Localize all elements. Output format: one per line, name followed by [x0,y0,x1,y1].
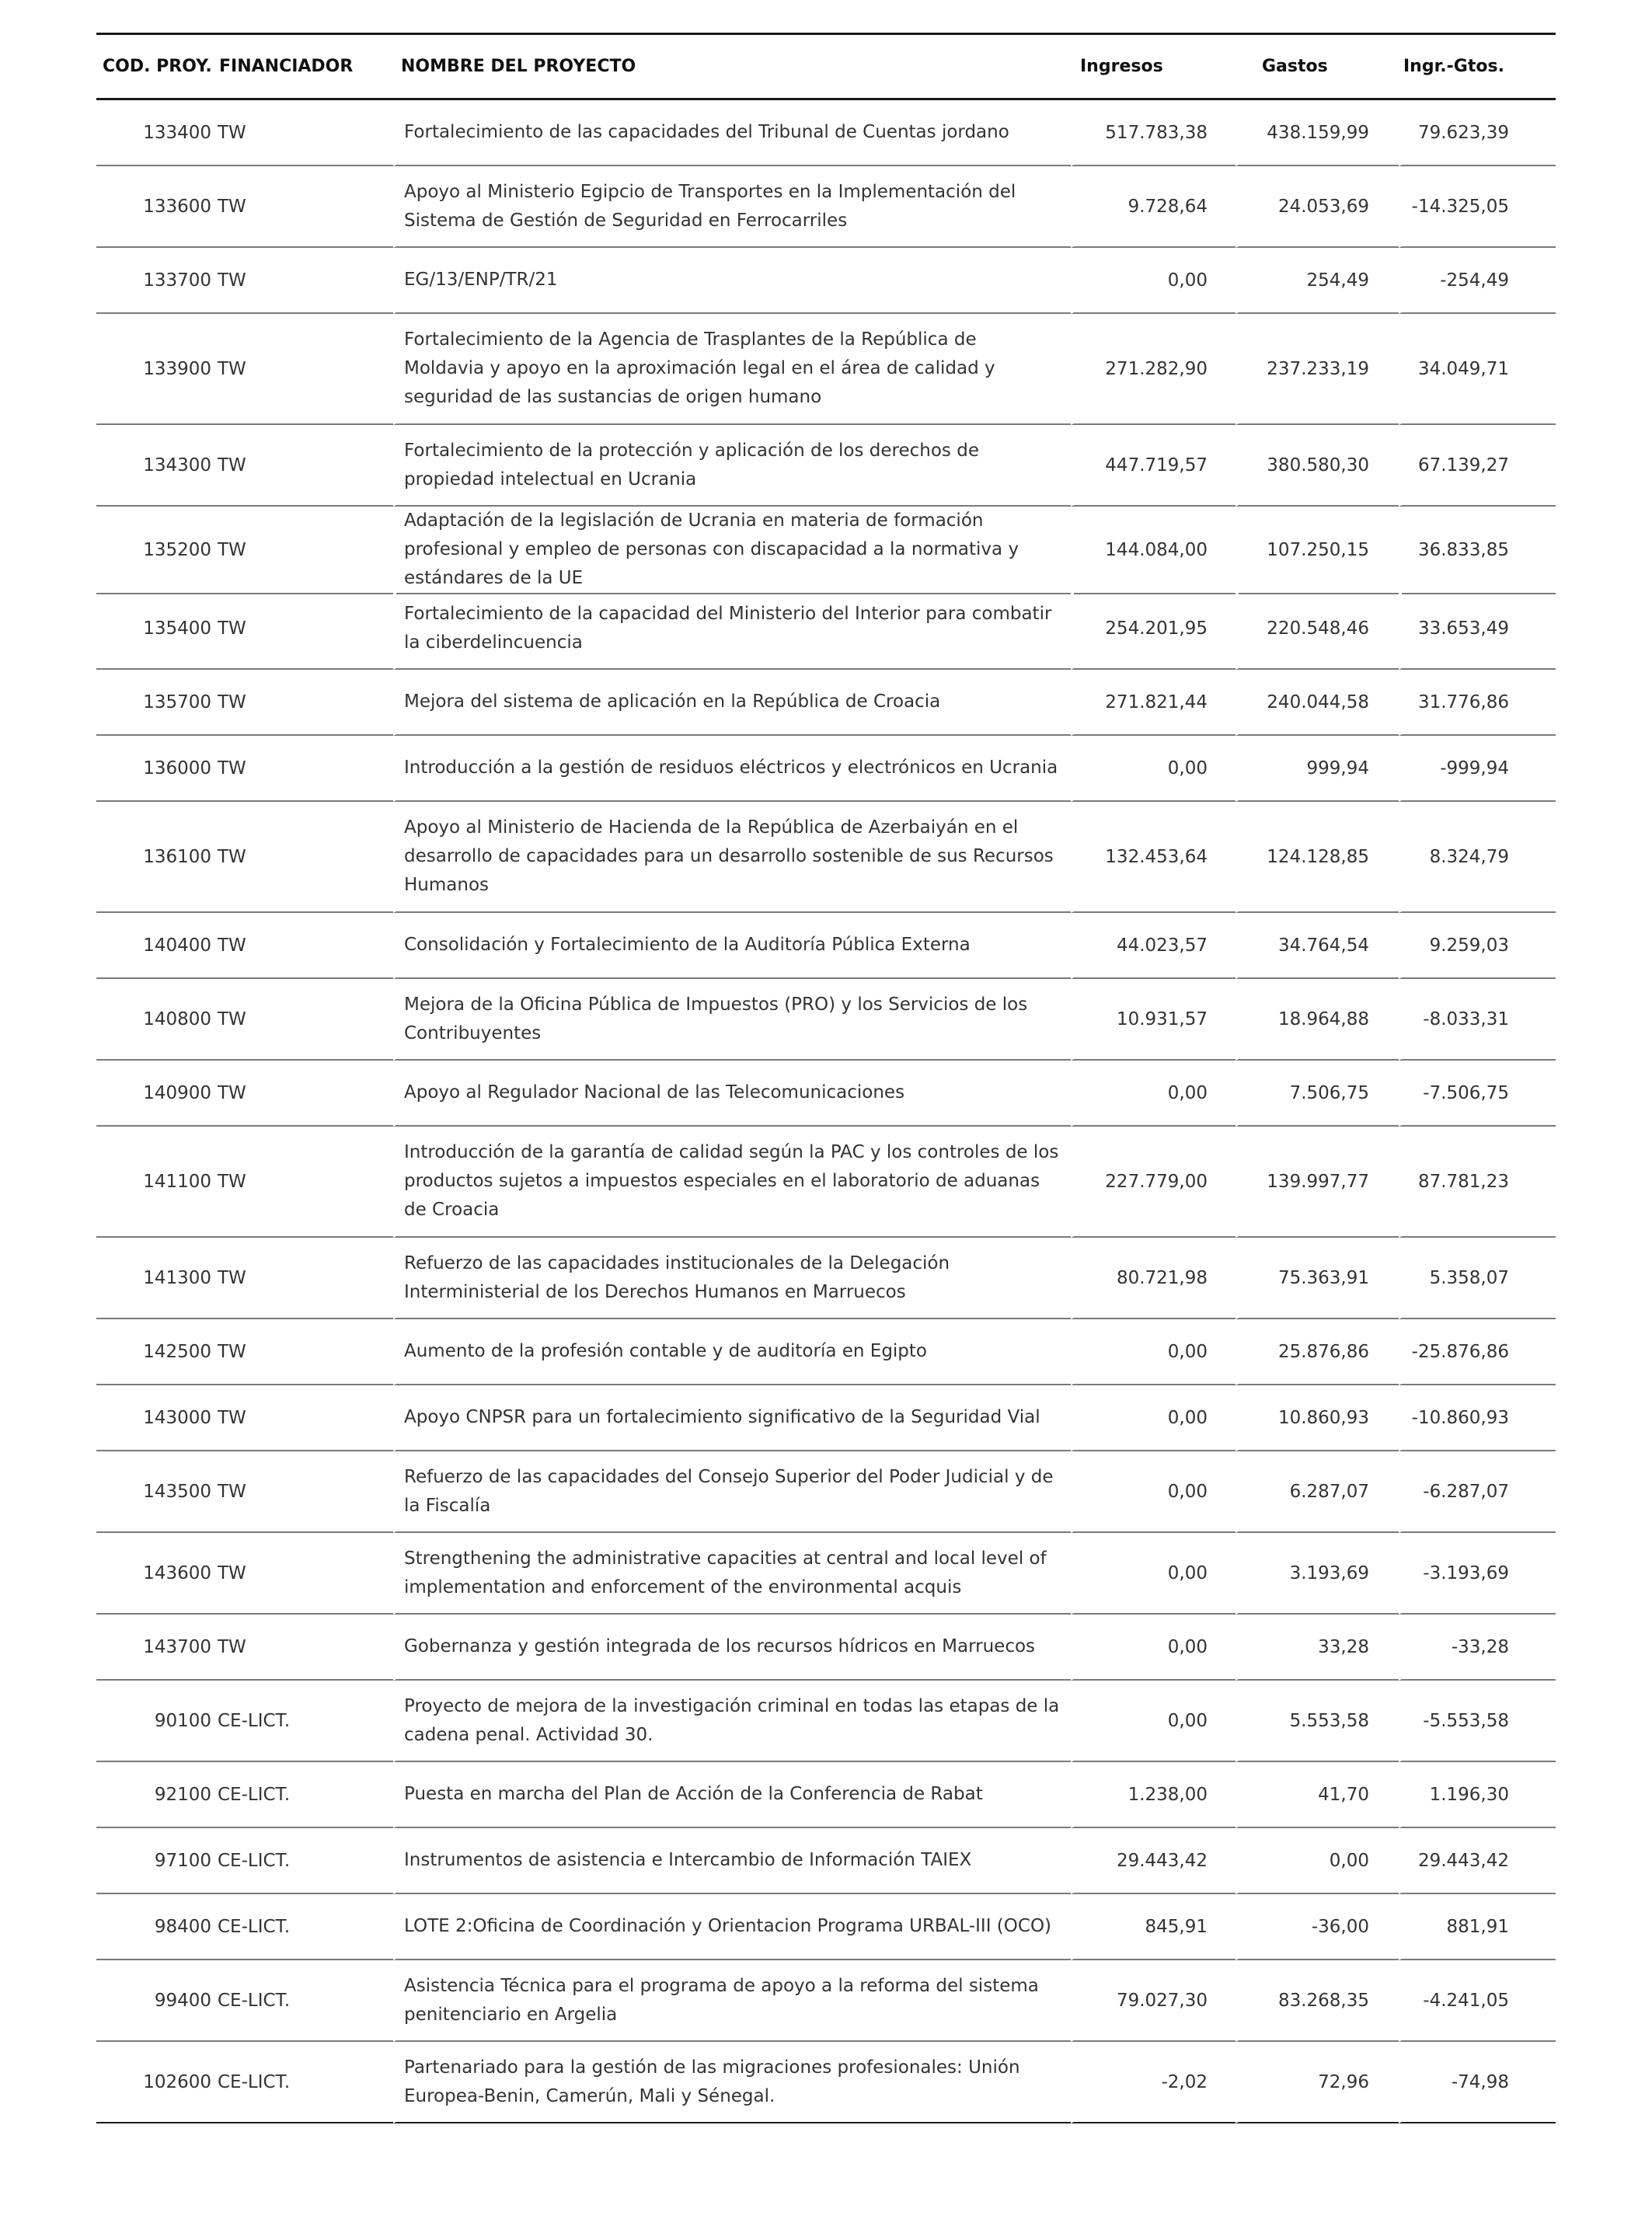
expenses-value: 254,49 [1236,248,1399,314]
project-name: EG/13/ENP/TR/21 [393,248,1071,314]
project-name: Fortalecimiento de la capacidad del Ministerio del Interior para combatir la ciberdelincuencia [393,588,1071,670]
balance-value: 36.833,85 [1399,507,1556,594]
table-row [96,425,1556,507]
income-value: 0,00 [1071,1681,1236,1762]
table-header [96,35,1556,100]
expenses-value: 124.128,85 [1236,802,1399,913]
expenses-value: 33,28 [1236,1615,1399,1681]
income-value: -2,02 [1071,2042,1236,2123]
project-code: 140800 [96,979,214,1061]
table-row [96,314,1556,425]
income-value: 29.443,42 [1071,1828,1236,1894]
project-name: Gobernanza y gestión integrada de los recursos hídricos en Marruecos [393,1615,1071,1681]
income-value: 254.201,95 [1071,588,1236,670]
project-code: 142500 [96,1319,214,1385]
project-name: Asistencia Técnica para el programa de apoyo a la reforma del sistema penitenciario en Argelia [393,1960,1071,2042]
funder: TW [214,248,393,314]
expenses-value: 83.268,35 [1236,1960,1399,2042]
expenses-value: 24.053,69 [1236,166,1399,248]
table-row [96,1615,1556,1681]
funder: CE-LICT. [214,1681,393,1762]
expenses-value: 10.860,93 [1236,1385,1399,1451]
expenses-value: 3.193,69 [1236,1533,1399,1615]
balance-value: -254,49 [1399,248,1556,314]
table-row [96,802,1556,913]
project-name: LOTE 2:Oficina de Coordinación y Orientacion Programa URBAL-III (OCO) [393,1894,1071,1960]
project-name: Mejora de la Oficina Pública de Impuestos (PRO) y los Servicios de los Contribuyentes [393,979,1071,1061]
project-name: Proyecto de mejora de la investigación criminal en todas las etapas de la cadena penal. Actividad 30. [393,1681,1071,1762]
income-value: 80.721,98 [1071,1238,1236,1319]
table-row [96,670,1556,736]
project-name: Introducción a la gestión de residuos eléctricos y electrónicos en Ucrania [393,736,1071,802]
project-code: 92100 [96,1762,214,1828]
expenses-value: 999,94 [1236,736,1399,802]
income-value: 271.282,90 [1071,314,1236,425]
income-value: 517.783,38 [1071,100,1236,166]
project-code: 141300 [96,1238,214,1319]
funder: CE-LICT. [214,1762,393,1828]
income-value: 0,00 [1071,248,1236,314]
income-value: 10.931,57 [1071,979,1236,1061]
table-row [96,1894,1556,1960]
expenses-value: 25.876,86 [1236,1319,1399,1385]
balance-value: -3.193,69 [1399,1533,1556,1615]
balance-value: 8.324,79 [1399,802,1556,913]
table-row [96,166,1556,248]
project-code: 135700 [96,670,214,736]
table-row [96,1451,1556,1533]
header-funder: FINANCIADOR [219,57,354,76]
balance-value: 67.139,27 [1399,425,1556,507]
balance-value: -5.553,58 [1399,1681,1556,1762]
balance-value: 87.781,23 [1399,1127,1556,1238]
funder: TW [214,425,393,507]
project-code: 136100 [96,802,214,913]
project-name: Refuerzo de las capacidades del Consejo Superior del Poder Judicial y de la Fiscalía [393,1451,1071,1533]
project-name: Introducción de la garantía de calidad según la PAC y los controles de los productos sujetos a impuestos especiales en el laboratorio de aduanas de Croacia [393,1127,1071,1238]
funder: TW [214,166,393,248]
expenses-value: 41,70 [1236,1762,1399,1828]
project-name: Fortalecimiento de la protección y aplicación de los derechos de propiedad intelectual en Ucrania [393,425,1071,507]
income-value: 79.027,30 [1071,1960,1236,2042]
income-value: 0,00 [1071,736,1236,802]
balance-value: 29.443,42 [1399,1828,1556,1894]
table-row [96,913,1556,979]
income-value: 0,00 [1071,1061,1236,1127]
funder: TW [214,736,393,802]
balance-value: -10.860,93 [1399,1385,1556,1451]
expenses-value: 34.764,54 [1236,913,1399,979]
table-row [96,1319,1556,1385]
project-code: 143700 [96,1615,214,1681]
income-value: 447.719,57 [1071,425,1236,507]
header-code: COD. PROY. [103,57,212,76]
income-value: 0,00 [1071,1615,1236,1681]
table-row [96,588,1556,670]
project-name: Apoyo CNPSR para un fortalecimiento significativo de la Seguridad Vial [393,1385,1071,1451]
project-name: Refuerzo de las capacidades institucionales de la Delegación Interministerial de los Derechos Humanos en Marruecos [393,1238,1071,1319]
table-row [96,1061,1556,1127]
expenses-value: 237.233,19 [1236,314,1399,425]
funder: TW [214,802,393,913]
project-name: Apoyo al Regulador Nacional de las Telecomunicaciones [393,1061,1071,1127]
funder: TW [214,507,393,594]
expenses-value: 438.159,99 [1236,100,1399,166]
project-name: Partenariado para la gestión de las migraciones profesionales: Unión Europea-Benin, Camerún, Mali y Sénegal. [393,2042,1071,2123]
project-code: 133900 [96,314,214,425]
funder: TW [214,1533,393,1615]
project-code: 134300 [96,425,214,507]
income-value: 845,91 [1071,1894,1236,1960]
project-code: 98400 [96,1894,214,1960]
expenses-value: 72,96 [1236,2042,1399,2123]
table-row [96,736,1556,802]
project-name: Consolidación y Fortalecimiento de la Auditoría Pública Externa [393,913,1071,979]
income-value: 144.084,00 [1071,507,1236,594]
project-table [96,33,1556,2123]
table-row [96,248,1556,314]
expenses-value: 6.287,07 [1236,1451,1399,1533]
income-value: 0,00 [1071,1385,1236,1451]
project-name: Adaptación de la legislación de Ucrania en materia de formación profesional y empleo de personas con discapacidad a la normativa y estándares de la UE [393,507,1071,594]
project-code: 143500 [96,1451,214,1533]
project-code: 135200 [96,507,214,594]
balance-value: 9.259,03 [1399,913,1556,979]
table-row [96,1127,1556,1238]
balance-value: -33,28 [1399,1615,1556,1681]
project-code: 141100 [96,1127,214,1238]
project-code: 99400 [96,1960,214,2042]
table-row [96,1385,1556,1451]
balance-value: -14.325,05 [1399,166,1556,248]
expenses-value: 380.580,30 [1236,425,1399,507]
table-row [96,100,1556,166]
expenses-value: 220.548,46 [1236,588,1399,670]
project-code: 102600 [96,2042,214,2123]
expenses-value: -36,00 [1236,1894,1399,1960]
project-code: 136000 [96,736,214,802]
table-row [96,2042,1556,2123]
table-row [96,979,1556,1061]
header-income: Ingresos [1080,57,1163,76]
table-body [96,100,1556,2123]
project-name: Apoyo al Ministerio de Hacienda de la República de Azerbaiyán en el desarrollo de capacidades para un desarrollo sostenible de sus Recursos Humanos [393,802,1071,913]
funder: TW [214,1319,393,1385]
project-code: 143600 [96,1533,214,1615]
project-name: Mejora del sistema de aplicación en la República de Croacia [393,670,1071,736]
expenses-value: 5.553,58 [1236,1681,1399,1762]
funder: CE-LICT. [214,1960,393,2042]
income-value: 227.779,00 [1071,1127,1236,1238]
project-name: Puesta en marcha del Plan de Acción de la Conferencia de Rabat [393,1762,1071,1828]
balance-value: -4.241,05 [1399,1960,1556,2042]
balance-value: 5.358,07 [1399,1238,1556,1319]
project-name: Strengthening the administrative capacities at central and local level of implementation and enforcement of the environmental acquis [393,1533,1071,1615]
table-row [96,507,1556,588]
funder: TW [214,1238,393,1319]
income-value: 0,00 [1071,1319,1236,1385]
project-name: Instrumentos de asistencia e Intercambio de Información TAIEX [393,1828,1071,1894]
project-code: 133400 [96,100,214,166]
balance-value: 881,91 [1399,1894,1556,1960]
project-name: Aumento de la profesión contable y de auditoría en Egipto [393,1319,1071,1385]
balance-value: 34.049,71 [1399,314,1556,425]
income-value: 132.453,64 [1071,802,1236,913]
table-row [96,1828,1556,1894]
project-code: 133700 [96,248,214,314]
project-name: Fortalecimiento de las capacidades del Tribunal de Cuentas jordano [393,100,1071,166]
funder: TW [214,979,393,1061]
expenses-value: 18.964,88 [1236,979,1399,1061]
funder: TW [214,1061,393,1127]
expenses-value: 0,00 [1236,1828,1399,1894]
balance-value: 79.623,39 [1399,100,1556,166]
funder: TW [214,588,393,670]
funder: TW [214,1127,393,1238]
funder: TW [214,314,393,425]
funder: CE-LICT. [214,2042,393,2123]
funder: TW [214,913,393,979]
expenses-value: 107.250,15 [1236,507,1399,594]
income-value: 1.238,00 [1071,1762,1236,1828]
expenses-value: 75.363,91 [1236,1238,1399,1319]
balance-value: 1.196,30 [1399,1762,1556,1828]
project-code: 140900 [96,1061,214,1127]
funder: TW [214,670,393,736]
funder: TW [214,1615,393,1681]
income-value: 0,00 [1071,1533,1236,1615]
table-row [96,1681,1556,1762]
project-name: Fortalecimiento de la Agencia de Trasplantes de la República de Moldavia y apoyo en la aproximación legal en el área de calidad y seguridad de las sustancias de origen humano [393,314,1071,425]
funder: TW [214,1385,393,1451]
income-value: 9.728,64 [1071,166,1236,248]
balance-value: -999,94 [1399,736,1556,802]
header-balance: Ingr.-Gtos. [1403,57,1504,76]
project-code: 97100 [96,1828,214,1894]
balance-value: -6.287,07 [1399,1451,1556,1533]
expenses-value: 240.044,58 [1236,670,1399,736]
funder: TW [214,1451,393,1533]
header-expenses: Gastos [1262,57,1328,76]
funder: CE-LICT. [214,1828,393,1894]
table-row [96,1533,1556,1615]
balance-value: -25.876,86 [1399,1319,1556,1385]
project-code: 135400 [96,588,214,670]
project-code: 143000 [96,1385,214,1451]
balance-value: -7.506,75 [1399,1061,1556,1127]
funder: CE-LICT. [214,1894,393,1960]
project-code: 133600 [96,166,214,248]
income-value: 44.023,57 [1071,913,1236,979]
expenses-value: 139.997,77 [1236,1127,1399,1238]
table-row [96,1238,1556,1319]
table-row [96,1762,1556,1828]
balance-value: 33.653,49 [1399,588,1556,670]
project-code: 140400 [96,913,214,979]
project-code: 90100 [96,1681,214,1762]
project-name: Apoyo al Ministerio Egipcio de Transportes en la Implementación del Sistema de Gestión de Seguridad en Ferrocarriles [393,166,1071,248]
header-project-name: NOMBRE DEL PROYECTO [401,57,636,76]
expenses-value: 7.506,75 [1236,1061,1399,1127]
table-row [96,1960,1556,2042]
balance-value: 31.776,86 [1399,670,1556,736]
income-value: 0,00 [1071,1451,1236,1533]
income-value: 271.821,44 [1071,670,1236,736]
balance-value: -74,98 [1399,2042,1556,2123]
funder: TW [214,100,393,166]
balance-value: -8.033,31 [1399,979,1556,1061]
